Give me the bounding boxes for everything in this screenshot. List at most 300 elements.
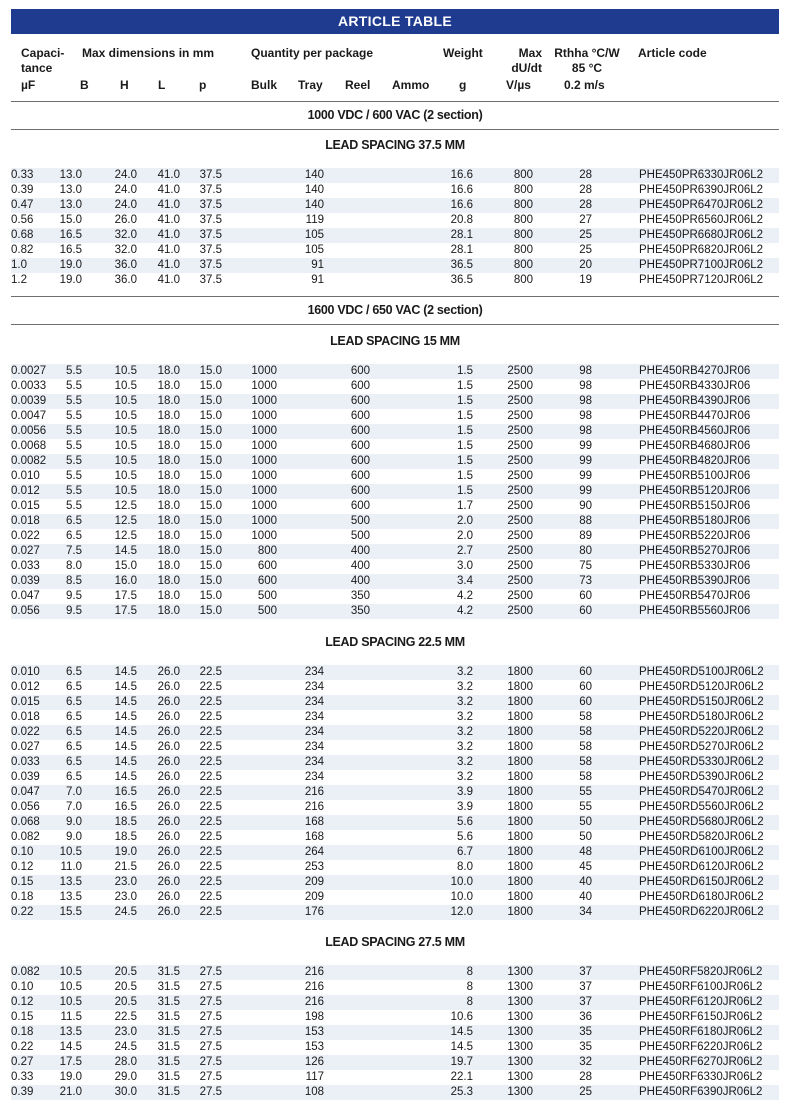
cell-dim-h: 12.5 xyxy=(114,515,137,527)
cell-qty-bulk: 1000 xyxy=(251,365,277,377)
cell-rthha: 28 xyxy=(579,184,592,196)
cell-qty-reel: 500 xyxy=(350,530,370,542)
cell-weight: 1.5 xyxy=(457,455,473,467)
cell-rthha: 55 xyxy=(579,786,592,798)
cell-max-dudt: 1300 xyxy=(507,1071,533,1083)
cell-dim-h: 32.0 xyxy=(114,244,137,256)
cell-capacitance: 0.022 xyxy=(11,530,40,542)
cell-max-dudt: 2500 xyxy=(507,560,533,572)
cell-dim-p: 15.0 xyxy=(199,485,222,497)
cell-article-code: PHE450RF6100JR06L2 xyxy=(639,981,763,993)
cell-weight: 3.0 xyxy=(457,560,473,572)
cell-weight: 1.5 xyxy=(457,365,473,377)
cell-weight: 1.5 xyxy=(457,485,473,497)
cell-article-code: PHE450RB5100JR06 xyxy=(639,470,751,482)
cell-dim-b: 6.5 xyxy=(66,726,82,738)
cell-max-dudt: 2500 xyxy=(507,455,533,467)
cell-weight: 3.2 xyxy=(457,771,473,783)
cell-rthha: 58 xyxy=(579,756,592,768)
cell-dim-h: 36.0 xyxy=(114,259,137,271)
table-row xyxy=(11,258,779,273)
cell-weight: 6.7 xyxy=(457,846,473,858)
cell-qty-bulk: 1000 xyxy=(251,500,277,512)
cell-rthha: 98 xyxy=(579,380,592,392)
cell-rthha: 58 xyxy=(579,771,592,783)
cell-weight: 20.8 xyxy=(450,214,473,226)
table-row xyxy=(11,213,779,228)
cell-article-code: PHE450RD5120JR06L2 xyxy=(639,681,764,693)
cell-dim-l: 18.0 xyxy=(157,485,180,497)
group-title-37-5mm: LEAD SPACING 37.5 MM xyxy=(325,138,465,152)
table-row xyxy=(11,755,779,770)
cell-qty-tray: 126 xyxy=(304,1056,324,1068)
cell-capacitance: 0.010 xyxy=(11,666,40,678)
cell-dim-b: 5.5 xyxy=(66,425,82,437)
cell-qty-reel: 600 xyxy=(350,425,370,437)
cell-qty-tray: 234 xyxy=(304,771,324,783)
cell-dim-b: 5.5 xyxy=(66,380,82,392)
cell-max-dudt: 1800 xyxy=(507,906,533,918)
cell-dim-l: 26.0 xyxy=(157,801,180,813)
cell-weight: 14.5 xyxy=(450,1026,473,1038)
cell-article-code: PHE450RD5560JR06L2 xyxy=(639,801,764,813)
header-max-dimensions: Max dimensions in mm xyxy=(82,46,215,60)
cell-qty-tray: 209 xyxy=(304,891,324,903)
cell-max-dudt: 2500 xyxy=(507,425,533,437)
table-row xyxy=(11,198,779,213)
cell-dim-l: 26.0 xyxy=(157,816,180,828)
table-row xyxy=(11,379,779,394)
table-row xyxy=(11,589,779,604)
cell-rthha: 28 xyxy=(579,1071,592,1083)
cell-weight: 5.6 xyxy=(457,831,473,843)
table-row xyxy=(11,890,779,905)
cell-article-code: PHE450RD5820JR06L2 xyxy=(639,831,764,843)
cell-dim-p: 22.5 xyxy=(199,756,222,768)
cell-dim-h: 12.5 xyxy=(114,500,137,512)
cell-dim-l: 18.0 xyxy=(157,440,180,452)
cell-dim-h: 10.5 xyxy=(114,485,137,497)
cell-max-dudt: 2500 xyxy=(507,470,533,482)
cell-dim-b: 15.5 xyxy=(59,906,82,918)
cell-dim-h: 32.0 xyxy=(114,229,137,241)
cell-qty-tray: 216 xyxy=(304,786,324,798)
cell-qty-tray: 168 xyxy=(304,816,324,828)
cell-qty-bulk: 1000 xyxy=(251,470,277,482)
cell-article-code: PHE450RD6220JR06L2 xyxy=(639,906,764,918)
section-rule xyxy=(11,296,779,297)
cell-dim-b: 15.0 xyxy=(59,214,82,226)
cell-article-code: PHE450RD5150JR06L2 xyxy=(639,696,764,708)
cell-qty-reel: 400 xyxy=(350,560,370,572)
cell-article-code: PHE450RD5270JR06L2 xyxy=(639,741,764,753)
table-row xyxy=(11,439,779,454)
cell-dim-b: 17.5 xyxy=(59,1056,82,1068)
cell-article-code: PHE450RF6330JR06L2 xyxy=(639,1071,763,1083)
cell-dim-b: 10.5 xyxy=(59,846,82,858)
cell-dim-p: 27.5 xyxy=(199,1011,222,1023)
cell-qty-bulk: 1000 xyxy=(251,410,277,422)
cell-dim-l: 31.5 xyxy=(157,1041,180,1053)
cell-dim-h: 10.5 xyxy=(114,440,137,452)
cell-dim-h: 12.5 xyxy=(114,530,137,542)
cell-weight: 1.5 xyxy=(457,410,473,422)
cell-weight: 36.5 xyxy=(450,274,473,286)
cell-article-code: PHE450RB5180JR06 xyxy=(639,515,751,527)
table-row xyxy=(11,905,779,920)
cell-qty-tray: 234 xyxy=(304,726,324,738)
cell-dim-p: 37.5 xyxy=(199,229,222,241)
cell-qty-reel: 600 xyxy=(350,485,370,497)
cell-max-dudt: 1300 xyxy=(507,1086,533,1098)
cell-dim-l: 41.0 xyxy=(157,229,180,241)
section-rule xyxy=(11,324,779,325)
table-row xyxy=(11,815,779,830)
cell-dim-p: 15.0 xyxy=(199,530,222,542)
table-row xyxy=(11,559,779,574)
cell-qty-bulk: 600 xyxy=(257,575,277,587)
cell-dim-h: 10.5 xyxy=(114,455,137,467)
cell-article-code: PHE450RB4470JR06 xyxy=(639,410,751,422)
table-row xyxy=(11,875,779,890)
cell-max-dudt: 2500 xyxy=(507,545,533,557)
cell-article-code: PHE450PR6820JR06L2 xyxy=(639,244,764,256)
cell-dim-l: 26.0 xyxy=(157,771,180,783)
header-capacitance: Capaci- tance xyxy=(21,46,65,75)
cell-dim-p: 22.5 xyxy=(199,771,222,783)
header-article-code: Article code xyxy=(638,46,707,60)
cell-qty-reel: 350 xyxy=(350,605,370,617)
cell-qty-reel: 600 xyxy=(350,410,370,422)
cell-rthha: 35 xyxy=(579,1041,592,1053)
cell-qty-reel: 600 xyxy=(350,470,370,482)
cell-qty-tray: 234 xyxy=(304,696,324,708)
cell-article-code: PHE450RF6270JR06L2 xyxy=(639,1056,763,1068)
cell-weight: 4.2 xyxy=(457,590,473,602)
cell-article-code: PHE450PR6330JR06L2 xyxy=(639,169,764,181)
cell-max-dudt: 1800 xyxy=(507,741,533,753)
cell-dim-b: 19.0 xyxy=(59,259,82,271)
cell-qty-bulk: 1000 xyxy=(251,425,277,437)
cell-capacitance: 0.0027 xyxy=(11,365,47,377)
cell-capacitance: 0.10 xyxy=(11,981,34,993)
cell-max-dudt: 2500 xyxy=(507,380,533,392)
cell-dim-p: 22.5 xyxy=(199,831,222,843)
cell-dim-l: 41.0 xyxy=(157,214,180,226)
table-row xyxy=(11,228,779,243)
cell-qty-tray: 91 xyxy=(311,274,324,286)
cell-article-code: PHE450RB4390JR06 xyxy=(639,395,751,407)
cell-weight: 16.6 xyxy=(450,169,473,181)
cell-dim-b: 9.5 xyxy=(66,605,82,617)
cell-weight: 36.5 xyxy=(450,259,473,271)
cell-qty-tray: 234 xyxy=(304,681,324,693)
cell-article-code: PHE450RB5220JR06 xyxy=(639,530,751,542)
cell-weight: 10.6 xyxy=(450,1011,473,1023)
cell-dim-h: 20.5 xyxy=(114,966,137,978)
header-p: p xyxy=(199,78,207,92)
cell-capacitance: 0.27 xyxy=(11,1056,34,1068)
table-row xyxy=(11,183,779,198)
cell-weight: 2.0 xyxy=(457,530,473,542)
cell-dim-p: 15.0 xyxy=(199,410,222,422)
cell-max-dudt: 800 xyxy=(513,244,533,256)
cell-rthha: 19 xyxy=(579,274,592,286)
cell-rthha: 48 xyxy=(579,846,592,858)
cell-dim-h: 10.5 xyxy=(114,410,137,422)
table-row xyxy=(11,604,779,619)
cell-article-code: PHE450RD5470JR06L2 xyxy=(639,786,764,798)
cell-rthha: 99 xyxy=(579,470,592,482)
cell-dim-h: 24.0 xyxy=(114,184,137,196)
header-weight: Weight xyxy=(443,46,483,60)
cell-qty-tray: 176 xyxy=(304,906,324,918)
cell-qty-tray: 105 xyxy=(304,244,324,256)
cell-weight: 3.4 xyxy=(457,575,473,587)
cell-dim-b: 13.0 xyxy=(59,199,82,211)
cell-weight: 1.7 xyxy=(457,500,473,512)
cell-max-dudt: 1300 xyxy=(507,1041,533,1053)
cell-dim-b: 14.5 xyxy=(59,1041,82,1053)
cell-qty-tray: 216 xyxy=(304,996,324,1008)
cell-max-dudt: 1800 xyxy=(507,786,533,798)
cell-dim-l: 18.0 xyxy=(157,545,180,557)
cell-dim-p: 27.5 xyxy=(199,1056,222,1068)
cell-capacitance: 0.56 xyxy=(11,214,34,226)
cell-dim-p: 22.5 xyxy=(199,846,222,858)
header-tray: Tray xyxy=(298,78,323,92)
cell-qty-bulk: 1000 xyxy=(251,395,277,407)
cell-dim-p: 15.0 xyxy=(199,395,222,407)
cell-max-dudt: 2500 xyxy=(507,410,533,422)
cell-capacitance: 0.82 xyxy=(11,244,34,256)
cell-dim-b: 10.5 xyxy=(59,996,82,1008)
cell-capacitance: 0.0033 xyxy=(11,380,47,392)
cell-capacitance: 0.18 xyxy=(11,1026,34,1038)
cell-article-code: PHE450RD5680JR06L2 xyxy=(639,816,764,828)
cell-article-code: PHE450RF5820JR06L2 xyxy=(639,966,763,978)
cell-article-code: PHE450RD5330JR06L2 xyxy=(639,756,764,768)
cell-weight: 1.5 xyxy=(457,425,473,437)
cell-dim-h: 17.5 xyxy=(114,590,137,602)
cell-max-dudt: 1800 xyxy=(507,801,533,813)
cell-weight: 1.5 xyxy=(457,395,473,407)
cell-weight: 3.9 xyxy=(457,786,473,798)
cell-article-code: PHE450RB5270JR06 xyxy=(639,545,751,557)
cell-dim-h: 10.5 xyxy=(114,365,137,377)
cell-rthha: 90 xyxy=(579,500,592,512)
cell-capacitance: 0.082 xyxy=(11,831,40,843)
cell-article-code: PHE450RD6180JR06L2 xyxy=(639,891,764,903)
cell-dim-h: 24.0 xyxy=(114,169,137,181)
cell-dim-h: 17.5 xyxy=(114,605,137,617)
cell-qty-bulk: 500 xyxy=(257,590,277,602)
cell-dim-l: 18.0 xyxy=(157,470,180,482)
cell-dim-p: 15.0 xyxy=(199,500,222,512)
cell-dim-b: 6.5 xyxy=(66,666,82,678)
cell-max-dudt: 1300 xyxy=(507,981,533,993)
table-row xyxy=(11,469,779,484)
cell-dim-h: 14.5 xyxy=(114,681,137,693)
cell-dim-p: 22.5 xyxy=(199,891,222,903)
cell-qty-tray: 234 xyxy=(304,756,324,768)
cell-dim-h: 18.5 xyxy=(114,831,137,843)
cell-dim-l: 31.5 xyxy=(157,966,180,978)
cell-qty-tray: 105 xyxy=(304,229,324,241)
cell-rthha: 25 xyxy=(579,229,592,241)
table-row xyxy=(11,770,779,785)
cell-capacitance: 0.018 xyxy=(11,711,40,723)
header-rthha: Rthha °C/W 85 °C xyxy=(554,46,620,75)
cell-rthha: 60 xyxy=(579,666,592,678)
cell-article-code: PHE450PR7100JR06L2 xyxy=(639,259,764,271)
cell-capacitance: 0.027 xyxy=(11,545,40,557)
cell-capacitance: 0.047 xyxy=(11,786,40,798)
cell-qty-tray: 168 xyxy=(304,831,324,843)
cell-dim-b: 16.5 xyxy=(59,229,82,241)
cell-dim-l: 18.0 xyxy=(157,455,180,467)
cell-rthha: 99 xyxy=(579,455,592,467)
cell-qty-tray: 108 xyxy=(304,1086,324,1098)
table-row xyxy=(11,1025,779,1040)
cell-qty-tray: 234 xyxy=(304,741,324,753)
cell-dim-h: 10.5 xyxy=(114,425,137,437)
cell-rthha: 37 xyxy=(579,981,592,993)
table-row xyxy=(11,499,779,514)
cell-max-dudt: 800 xyxy=(513,274,533,286)
cell-dim-b: 6.5 xyxy=(66,711,82,723)
cell-weight: 14.5 xyxy=(450,1041,473,1053)
cell-capacitance: 1.2 xyxy=(11,274,27,286)
table-row xyxy=(11,574,779,589)
cell-qty-reel: 600 xyxy=(350,455,370,467)
table-row xyxy=(11,454,779,469)
table-row xyxy=(11,725,779,740)
section-rule xyxy=(11,129,779,130)
article-table-title: ARTICLE TABLE xyxy=(11,9,779,34)
cell-dim-p: 27.5 xyxy=(199,1071,222,1083)
cell-weight: 2.0 xyxy=(457,515,473,527)
cell-dim-h: 20.5 xyxy=(114,996,137,1008)
cell-dim-h: 10.5 xyxy=(114,470,137,482)
cell-dim-h: 14.5 xyxy=(114,726,137,738)
cell-dim-p: 37.5 xyxy=(199,214,222,226)
cell-max-dudt: 1800 xyxy=(507,756,533,768)
cell-dim-p: 37.5 xyxy=(199,169,222,181)
cell-weight: 4.2 xyxy=(457,605,473,617)
cell-rthha: 32 xyxy=(579,1056,592,1068)
cell-article-code: PHE450RB5150JR06 xyxy=(639,500,751,512)
cell-dim-b: 5.5 xyxy=(66,410,82,422)
cell-dim-l: 18.0 xyxy=(157,500,180,512)
cell-dim-l: 26.0 xyxy=(157,666,180,678)
group-title-22-5mm: LEAD SPACING 22.5 MM xyxy=(325,635,465,649)
table-row xyxy=(11,665,779,680)
cell-capacitance: 0.18 xyxy=(11,891,34,903)
cell-dim-l: 26.0 xyxy=(157,741,180,753)
cell-rthha: 89 xyxy=(579,530,592,542)
cell-max-dudt: 2500 xyxy=(507,440,533,452)
cell-article-code: PHE450RD6100JR06L2 xyxy=(639,846,764,858)
cell-dim-h: 14.5 xyxy=(114,711,137,723)
cell-max-dudt: 2500 xyxy=(507,530,533,542)
cell-weight: 1.5 xyxy=(457,470,473,482)
table-row xyxy=(11,1055,779,1070)
cell-dim-p: 27.5 xyxy=(199,1086,222,1098)
cell-qty-bulk: 600 xyxy=(257,560,277,572)
cell-rthha: 80 xyxy=(579,545,592,557)
cell-dim-p: 37.5 xyxy=(199,199,222,211)
cell-dim-l: 41.0 xyxy=(157,259,180,271)
cell-capacitance: 0.056 xyxy=(11,801,40,813)
cell-rthha: 98 xyxy=(579,395,592,407)
cell-weight: 16.6 xyxy=(450,199,473,211)
cell-dim-h: 14.5 xyxy=(114,696,137,708)
cell-dim-p: 22.5 xyxy=(199,816,222,828)
cell-dim-h: 16.5 xyxy=(114,801,137,813)
cell-weight: 8 xyxy=(466,996,473,1008)
cell-rthha: 73 xyxy=(579,575,592,587)
cell-max-dudt: 2500 xyxy=(507,575,533,587)
cell-dim-p: 15.0 xyxy=(199,380,222,392)
cell-max-dudt: 1800 xyxy=(507,711,533,723)
cell-qty-bulk: 1000 xyxy=(251,530,277,542)
cell-capacitance: 0.039 xyxy=(11,575,40,587)
cell-qty-reel: 600 xyxy=(350,440,370,452)
cell-dim-p: 22.5 xyxy=(199,741,222,753)
cell-max-dudt: 1300 xyxy=(507,1011,533,1023)
cell-capacitance: 0.0039 xyxy=(11,395,47,407)
cell-max-dudt: 1800 xyxy=(507,861,533,873)
cell-weight: 3.2 xyxy=(457,741,473,753)
cell-dim-l: 18.0 xyxy=(157,575,180,587)
table-row xyxy=(11,965,779,980)
cell-dim-h: 23.0 xyxy=(114,1026,137,1038)
cell-rthha: 45 xyxy=(579,861,592,873)
cell-article-code: PHE450RF6390JR06L2 xyxy=(639,1086,763,1098)
cell-dim-l: 41.0 xyxy=(157,184,180,196)
cell-dim-p: 27.5 xyxy=(199,996,222,1008)
cell-rthha: 60 xyxy=(579,681,592,693)
cell-dim-l: 41.0 xyxy=(157,274,180,286)
cell-capacitance: 0.056 xyxy=(11,605,40,617)
cell-capacitance: 0.0068 xyxy=(11,440,47,452)
cell-max-dudt: 1800 xyxy=(507,846,533,858)
cell-weight: 12.0 xyxy=(450,906,473,918)
cell-qty-tray: 119 xyxy=(305,214,324,226)
cell-qty-tray: 216 xyxy=(304,966,324,978)
cell-dim-b: 5.5 xyxy=(66,500,82,512)
cell-dim-l: 41.0 xyxy=(157,169,180,181)
cell-capacitance: 0.082 xyxy=(11,966,40,978)
cell-weight: 3.2 xyxy=(457,696,473,708)
table-row xyxy=(11,484,779,499)
cell-rthha: 58 xyxy=(579,726,592,738)
cell-max-dudt: 2500 xyxy=(507,605,533,617)
cell-capacitance: 0.22 xyxy=(11,1041,34,1053)
cell-dim-l: 18.0 xyxy=(157,590,180,602)
cell-dim-h: 14.5 xyxy=(114,545,137,557)
cell-dim-l: 18.0 xyxy=(157,380,180,392)
cell-max-dudt: 1300 xyxy=(507,996,533,1008)
cell-dim-p: 27.5 xyxy=(199,966,222,978)
cell-capacitance: 0.012 xyxy=(11,681,40,693)
cell-dim-b: 6.5 xyxy=(66,756,82,768)
cell-capacitance: 0.015 xyxy=(11,500,40,512)
cell-dim-p: 37.5 xyxy=(199,184,222,196)
cell-max-dudt: 2500 xyxy=(507,365,533,377)
cell-weight: 3.2 xyxy=(457,681,473,693)
